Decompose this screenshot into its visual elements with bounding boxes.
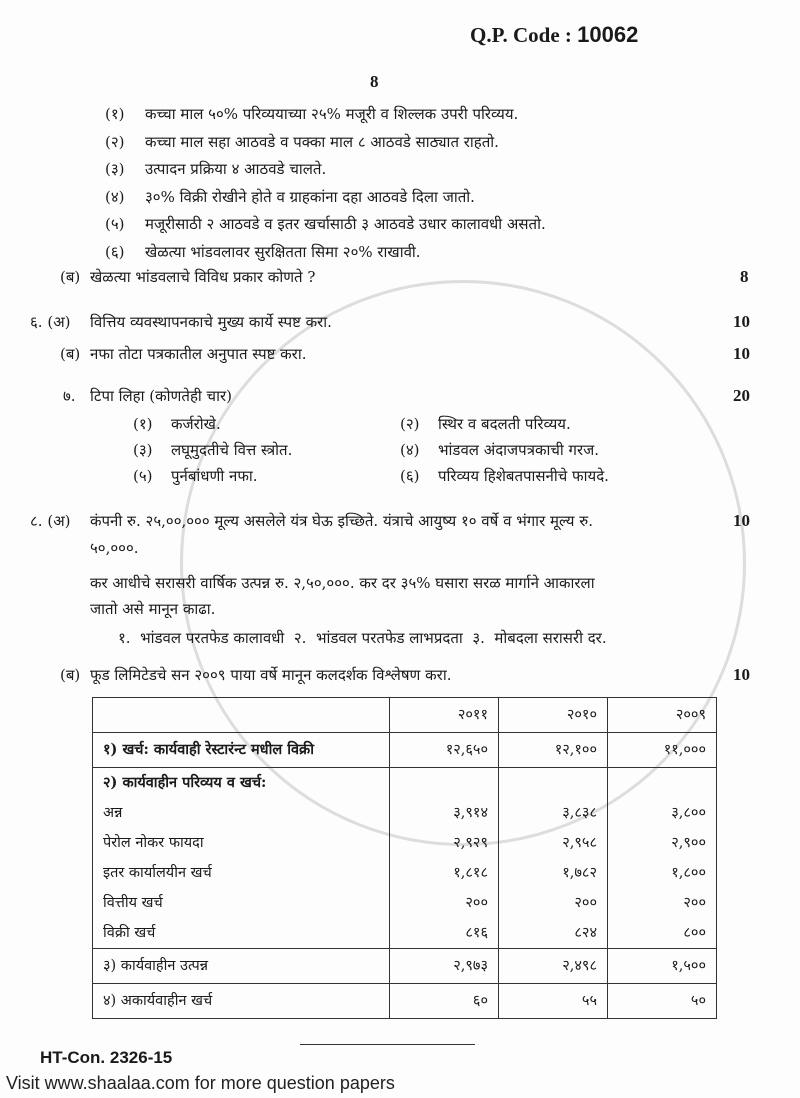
row-label: १) खर्च: कार्यवाही रेस्टारंन्ट मधील विक्री	[93, 733, 390, 768]
table-row	[93, 798, 717, 828]
q5b-marks: 8	[740, 267, 749, 286]
list-item-text: कच्चा माल ५०% परिव्ययाच्या २५% मजूरी व शिल्लक उपरी परिव्यय.	[145, 105, 519, 123]
note-item-number: (६)	[400, 467, 420, 485]
q6a-text: वित्तिय व्यवस्थापनकाचे मुख्य कार्ये स्पष्ट करा.	[90, 313, 332, 331]
cell-value: २,९५८	[499, 828, 608, 858]
list-item-number: (४)	[105, 187, 125, 206]
row-label: वित्तीय खर्च	[93, 888, 390, 918]
cell-value: ३,८३८	[499, 798, 608, 828]
note-item-text: पुर्नबांधणी नफा.	[171, 467, 258, 485]
list-item-number: (२)	[105, 132, 125, 151]
list-item-text: मजूरीसाठी २ आठवडे व इतर खर्चासाठी ३ आठवडे उधार कालावधी असतो.	[145, 215, 546, 233]
cell-value: ५०	[608, 984, 717, 1019]
table-row	[93, 858, 717, 888]
table-row	[93, 918, 717, 949]
q7-text: टिपा लिहा (कोणतेही चार)	[90, 387, 232, 405]
row-label: इतर कार्यालयीन खर्च	[93, 858, 390, 888]
q8a-line5: १. भांडवल परतफेड कालावधी २. भांडवल परतफेड लाभप्रदता ३. मोबदला सरासरी दर.	[118, 629, 607, 647]
q8b-label: (ब)	[60, 666, 81, 684]
cell-value: १,५००	[608, 949, 717, 984]
empty-cell	[499, 768, 608, 799]
q6a-label: ६. (अ)	[30, 313, 71, 331]
list-item-number: (३)	[105, 160, 125, 178]
cell-value: १,८१८	[390, 858, 499, 888]
qp-code	[470, 22, 638, 48]
header-empty-cell	[93, 698, 390, 733]
qp-code-value: 10062	[577, 22, 639, 47]
cell-value: १२,६५०	[390, 733, 499, 768]
list-item-text: ३०% विक्री रोखीने होते व ग्राहकांना दहा आठवडे दिला जातो.	[145, 187, 475, 206]
list-item-number: (५)	[105, 215, 125, 233]
cell-value: २००	[390, 888, 499, 918]
cell-value: १,८००	[608, 858, 717, 888]
note-item-number: (१)	[133, 415, 153, 433]
note-item-text: लघूमुदतीचे वित्त स्त्रोत.	[171, 441, 293, 459]
note-item-text: स्थिर व बदलती परिव्यय.	[438, 415, 571, 433]
cell-value: २,४९८	[499, 949, 608, 984]
ht-con-code: HT-Con. 2326-15	[40, 1048, 173, 1067]
cell-value: २००	[499, 888, 608, 918]
cell-value: ५५	[499, 984, 608, 1019]
row-label: पेरोल नोकर फायदा	[93, 828, 390, 858]
cell-value: ३,९१४	[390, 798, 499, 828]
list-item-number: (६)	[105, 242, 125, 261]
cell-value: ११,०००	[608, 733, 717, 768]
cell-value: ८१६	[390, 918, 499, 949]
year-header: २०११	[390, 698, 499, 733]
q8a-line2: ५०,०००.	[90, 539, 139, 557]
visit-link[interactable]: Visit www.shaalaa.com for more question papers	[6, 1073, 395, 1093]
cell-value: २००	[608, 888, 717, 918]
q8a-label: ८. (अ)	[30, 512, 71, 530]
cell-value: ८२४	[499, 918, 608, 949]
table-row	[93, 949, 717, 984]
table-row	[93, 828, 717, 858]
table-row	[93, 733, 717, 768]
q8a-line3: कर आधीचे सरासरी वार्षिक उत्पन्न रु. २,५०,०००. कर दर ३५% घसारा सरळ मार्गाने आकारला	[90, 574, 595, 592]
row-label: ४) अकार्यवाहीन खर्च	[93, 984, 390, 1019]
q6b-text: नफा तोटा पत्रकातील अनुपात स्पष्ट करा.	[90, 345, 307, 363]
table-header-row	[93, 698, 717, 733]
row-label: अन्न	[93, 798, 390, 828]
year-header: २००९	[608, 698, 717, 733]
q7-marks: 20	[733, 386, 750, 405]
row-label: २) कार्यवाहीन परिव्यय व खर्च:	[93, 768, 390, 799]
note-item-number: (३)	[133, 441, 153, 459]
index-analysis-table	[92, 697, 717, 1019]
q6b-marks: 10	[733, 344, 750, 363]
operating-costs-rows	[93, 798, 717, 949]
qp-code-label: Q.P. Code :	[470, 23, 572, 47]
cell-value: १२,१००	[499, 733, 608, 768]
cell-value: २,९००	[608, 828, 717, 858]
cell-value: २,९७३	[390, 949, 499, 984]
cell-value: १,७८२	[499, 858, 608, 888]
note-item-number: (५)	[133, 467, 153, 485]
note-item-text: परिव्यय हिशेबतपासनीचे फायदे.	[438, 467, 609, 485]
cell-value: ८००	[608, 918, 717, 949]
note-item-text: कर्जरोखे.	[171, 415, 221, 433]
q8a-line4: जातो असे मानून काढा.	[90, 600, 216, 618]
cell-value: ६०	[390, 984, 499, 1019]
cell-value: ३,८००	[608, 798, 717, 828]
page-number: 8	[370, 72, 379, 91]
q5b-label: (ब)	[60, 268, 81, 286]
q7-label: ७.	[63, 387, 76, 405]
q6b-label: (ब)	[60, 345, 81, 363]
list-item-number: (१)	[105, 105, 125, 123]
footer-rule	[300, 1044, 475, 1045]
row-label: विक्री खर्च	[93, 918, 390, 949]
list-item-text: कच्चा माल सहा आठवडे व पक्का माल ८ आठवडे साठ्यात राहतो.	[145, 132, 499, 151]
empty-cell	[390, 768, 499, 799]
row-label: ३) कार्यवाहीन उत्पन्न	[93, 949, 390, 984]
table-row	[93, 984, 717, 1019]
year-header: २०१०	[499, 698, 608, 733]
empty-cell	[608, 768, 717, 799]
note-item-text: भांडवल अंदाजपत्रकाची गरज.	[438, 441, 600, 459]
q6a-marks: 10	[733, 312, 750, 331]
q5b-text: खेळत्या भांडवलाचे विविध प्रकार कोणते ?	[90, 268, 316, 286]
table-row	[93, 888, 717, 918]
q8a-line1: कंपनी रु. २५,००,००० मूल्य असलेले यंत्र घेऊ इच्छिते. यंत्राचे आयुष्य १० वर्षे व भंगार मूल्य रु.	[90, 512, 594, 530]
note-item-number: (२)	[400, 415, 420, 433]
table-section-heading	[93, 768, 717, 799]
q8b-text: फूड लिमिटेडचे सन २००९ पाया वर्षे मानून कलदर्शक विश्लेषण करा.	[90, 666, 452, 684]
q8a-marks: 10	[733, 511, 750, 530]
list-item-text: खेळत्या भांडवलावर सुरक्षितता सिमा २०% राखावी.	[145, 242, 421, 261]
q8b-marks: 10	[733, 665, 750, 684]
cell-value: २,९२९	[390, 828, 499, 858]
note-item-number: (४)	[400, 441, 420, 459]
list-item-text: उत्पादन प्रक्रिया ४ आठवडे चालते.	[145, 160, 327, 178]
